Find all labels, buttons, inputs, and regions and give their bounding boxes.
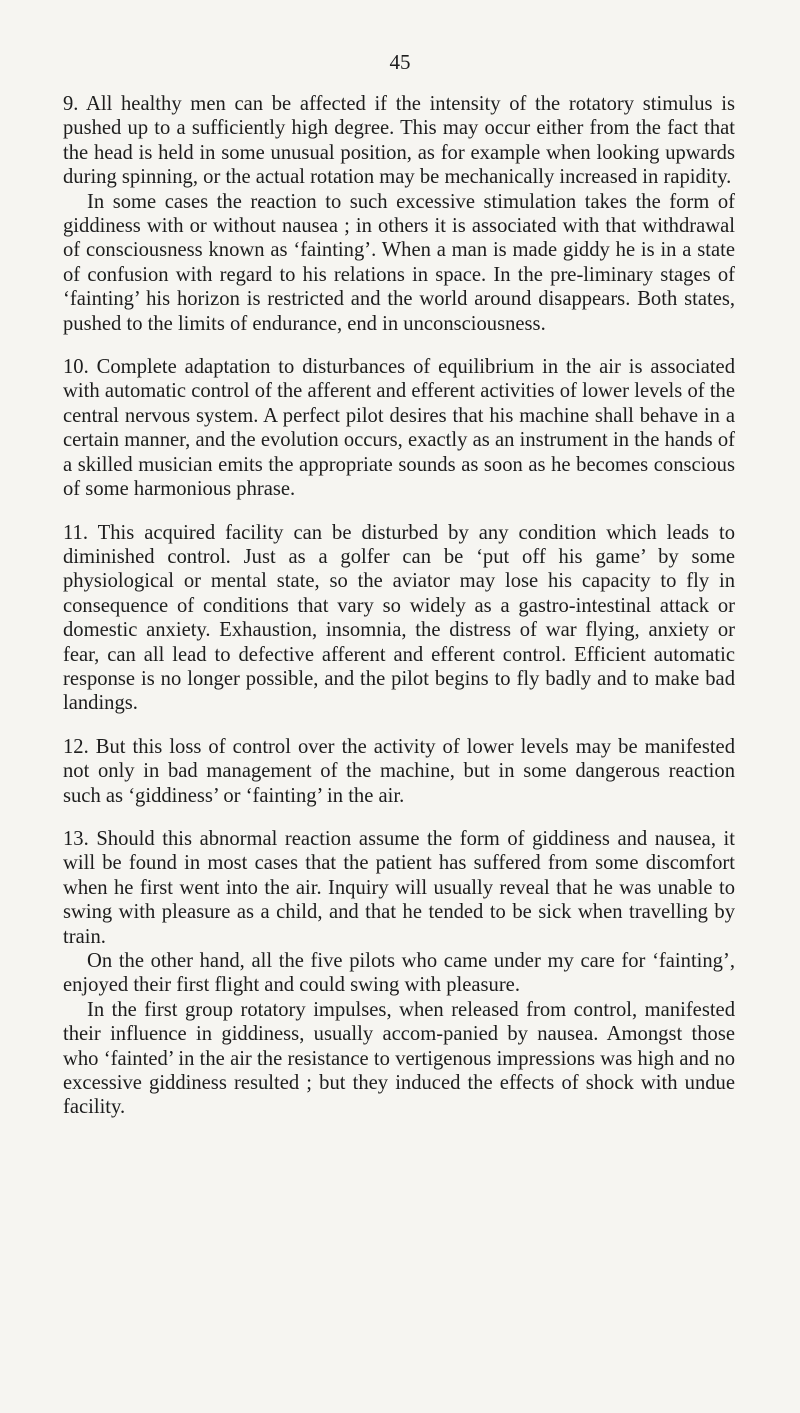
paragraph-12: 12. But this loss of control over the activity of lower levels may be manifested not only in bad management of the machine, but in some dangerous reaction such as ‘giddiness’ or ‘fainting’ in the air. <box>63 735 735 807</box>
body-text <box>63 92 735 1120</box>
paragraph-9: 9. All healthy men can be affected if the intensity of the rotatory stimulus is pushed up to a sufficiently high degree. This may occur either from the fact that the head is held in some unusual position, as for example when looking upwards during spinning, or the actual rotation may be mechanically increased in rapidity. <box>63 93 735 189</box>
page-number: 45 <box>389 50 411 74</box>
paragraph-10: 10. Complete adaptation to disturbances of equilibrium in the air is associated with automatic control of the afferent and efferent activities of lower levels of the central nervous system. A perfect pilot desires that his machine shall behave in a certain manner, and the evolution occurs, exactly as an instrument in the hands of a skilled musician emits the appropriate sounds as soon as he becomes conscious of some harmonious phrase. <box>63 356 735 501</box>
paragraph-9-continued: In some cases the reaction to such excessive stimulation takes the form of giddiness with or without nausea ; in others it is associated with that withdrawal of consciousness known as ‘fainting’. When a man is made giddy he is in a state of confusion with regard to his relations in space. In the pre-liminary stages of ‘fainting’ his horizon is restricted and the world around disappears. Both states, pushed to the limits of endurance, end in unconsciousness. <box>63 190 735 335</box>
paragraph-13-first-group: In the first group rotatory impulses, when released from control, manifested their influence in giddiness, usually accom-panied by nausea. Amongst those who ‘fainted’ in the air the resistance to vertigenous impressions was high and no excessive giddiness resulted ; but they induced the effects of shock with undue facility. <box>63 998 735 1119</box>
paragraph-13-fainting-pilots: On the other hand, all the five pilots who came under my care for ‘fainting’, enjoyed their first flight and could swing with pleasure. <box>63 950 735 997</box>
paragraph-13: 13. Should this abnormal reaction assume the form of giddiness and nausea, it will be found in most cases that the patient has suffered from some discomfort when he first went into the air. Inquiry will usually reveal that he was unable to swing with pleasure as a child, and that he tended to be sick when travelling by train. <box>63 827 735 948</box>
paragraph-11: 11. This acquired facility can be disturbed by any condition which leads to diminished control. Just as a golfer can be ‘put off his game’ by some physiological or mental state, so the aviator may lose his capacity to fly in consequence of conditions that vary so widely as a gastro-intestinal attack or domestic anxiety. Exhaustion, insomnia, the distress of war flying, anxiety or fear, can all lead to defective afferent and efferent control. Efficient automatic response is no longer possible, and the pilot begins to fly badly and to make bad landings. <box>63 521 735 715</box>
